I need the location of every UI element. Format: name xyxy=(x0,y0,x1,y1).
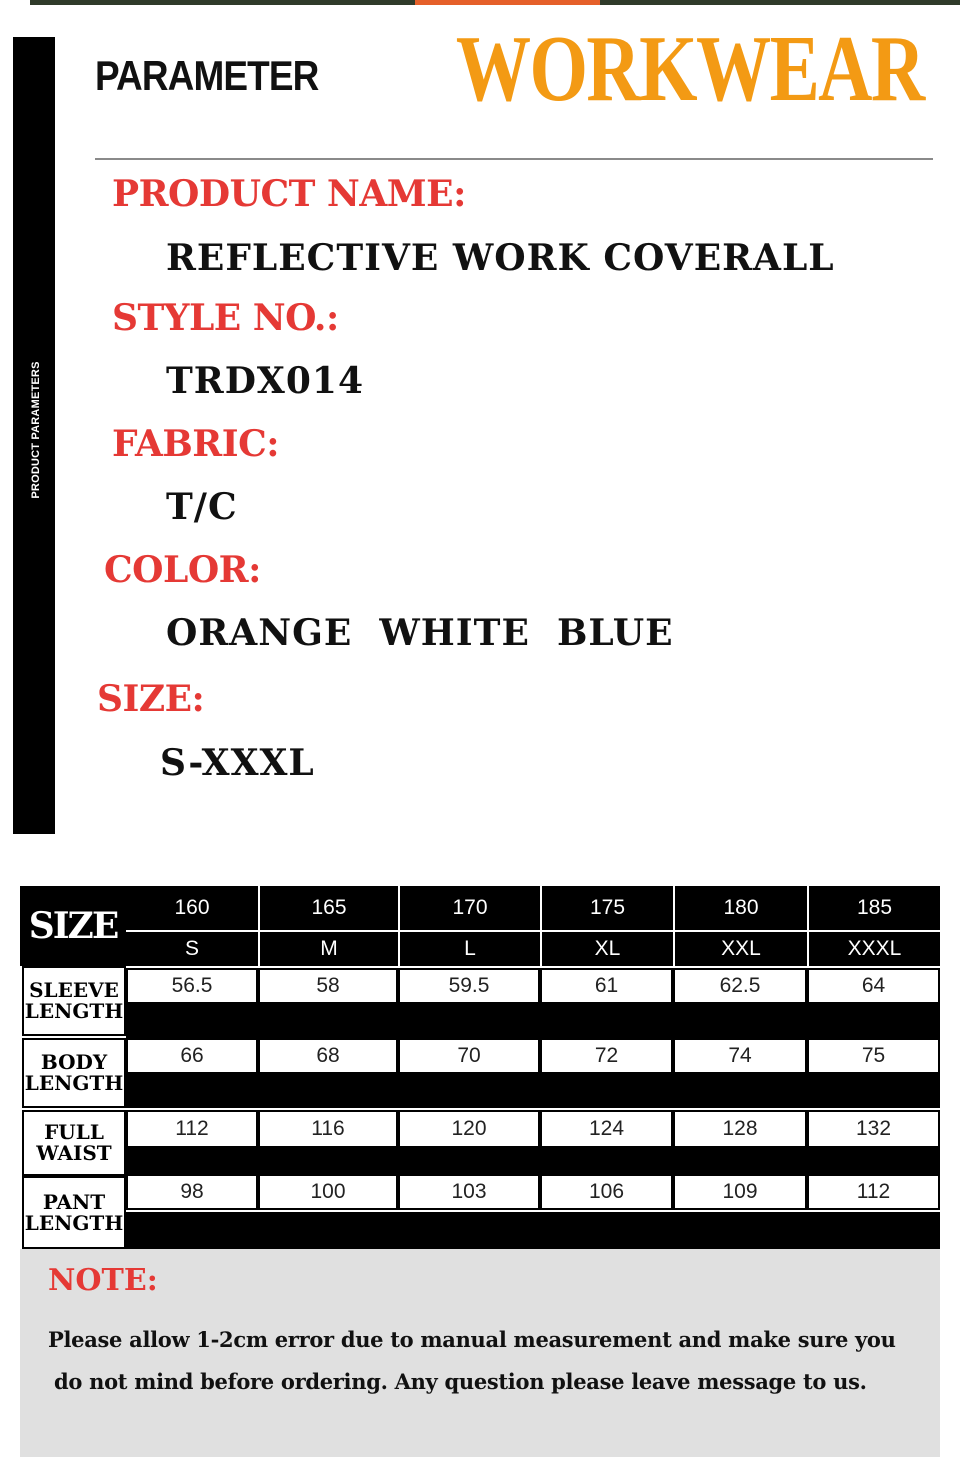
height-header: 160 xyxy=(126,886,258,930)
size-header: M xyxy=(258,930,398,966)
note-title: NOTE: xyxy=(48,1263,158,1298)
table-cell: 124 xyxy=(540,1110,673,1148)
table-cell: 61 xyxy=(540,968,673,1004)
height-header: 170 xyxy=(398,886,540,930)
style-no-label: STYLE NO.: xyxy=(112,297,339,339)
row-label-line: WAIST xyxy=(36,1141,112,1165)
table-cell: 66 xyxy=(126,1038,258,1074)
row-label-pant-length xyxy=(22,1176,126,1249)
table-cell: 132 xyxy=(807,1110,940,1148)
table-cell: 62.5 xyxy=(673,968,807,1004)
height-header: 180 xyxy=(673,886,807,930)
row-separator-bar xyxy=(126,1148,940,1174)
row-separator-bar xyxy=(126,1004,940,1038)
row-label-line: BODY xyxy=(40,1050,108,1074)
table-cell: 72 xyxy=(540,1038,673,1074)
table-cell: 98 xyxy=(126,1174,258,1210)
fabric-label: FABRIC: xyxy=(112,423,280,465)
table-cell: 56.5 xyxy=(126,968,258,1004)
row-label-body-length xyxy=(22,1038,126,1108)
size-value: S-XXXL xyxy=(160,742,315,784)
height-header: 165 xyxy=(258,886,398,930)
height-header: 175 xyxy=(540,886,673,930)
color-label: COLOR: xyxy=(104,549,261,591)
product-name-label: PRODUCT NAME: xyxy=(112,173,466,215)
brand-logo: WORKWEAR xyxy=(456,17,924,121)
size-header: L xyxy=(398,930,540,966)
table-cell: 68 xyxy=(258,1038,398,1074)
table-cell: 75 xyxy=(807,1038,940,1074)
page-title: PARAMETER xyxy=(95,52,319,99)
size-header: XXL xyxy=(673,930,807,966)
table-cell: 64 xyxy=(807,968,940,1004)
table-cell: 128 xyxy=(673,1110,807,1148)
fabric-value: T/C xyxy=(166,486,238,528)
table-cell: 116 xyxy=(258,1110,398,1148)
style-no-value: TRDX014 xyxy=(166,360,365,402)
size-corner-header: SIZE xyxy=(20,886,126,966)
table-cell: 103 xyxy=(398,1174,540,1210)
top-photo-strip xyxy=(30,0,960,5)
size-header: XXXL xyxy=(807,930,940,966)
row-label-full-waist xyxy=(22,1110,126,1176)
row-label-line: LENGTH xyxy=(24,1210,124,1235)
row-separator-bar xyxy=(126,1074,940,1108)
sidebar-label: PRODUCT PARAMETERS xyxy=(30,361,42,499)
table-cell: 109 xyxy=(673,1174,807,1210)
table-cell: 100 xyxy=(258,1174,398,1210)
row-label-line: LENGTH xyxy=(24,999,124,1023)
color-value: ORANGE WHITE BLUE xyxy=(166,612,674,654)
row-separator-bar xyxy=(126,1212,940,1249)
note-line: Please allow 1-2cm error due to manual measurement and make sure you xyxy=(48,1327,896,1352)
size-label: SIZE: xyxy=(97,678,205,720)
note-panel xyxy=(20,1249,940,1457)
row-label-line: FULL xyxy=(44,1120,104,1144)
row-label-line: LENGTH xyxy=(24,1071,124,1095)
table-cell: 70 xyxy=(398,1038,540,1074)
table-cell: 112 xyxy=(126,1110,258,1148)
size-header: S xyxy=(126,930,258,966)
table-cell: 120 xyxy=(398,1110,540,1148)
row-label-sleeve-length xyxy=(22,966,126,1036)
height-header: 185 xyxy=(807,886,940,930)
product-name-value: REFLECTIVE WORK COVERALL xyxy=(166,237,835,279)
table-cell: 58 xyxy=(258,968,398,1004)
size-header: XL xyxy=(540,930,673,966)
table-cell: 112 xyxy=(807,1174,940,1210)
row-label-line: PANT xyxy=(42,1189,106,1214)
table-cell: 59.5 xyxy=(398,968,540,1004)
note-text xyxy=(48,1319,928,1403)
size-table xyxy=(20,886,940,1249)
note-line: do not mind before ordering. Any question please leave message to us. xyxy=(54,1369,867,1394)
table-cell: 106 xyxy=(540,1174,673,1210)
row-label-line: SLEEVE xyxy=(29,978,119,1002)
table-cell: 74 xyxy=(673,1038,807,1074)
divider xyxy=(95,158,933,160)
